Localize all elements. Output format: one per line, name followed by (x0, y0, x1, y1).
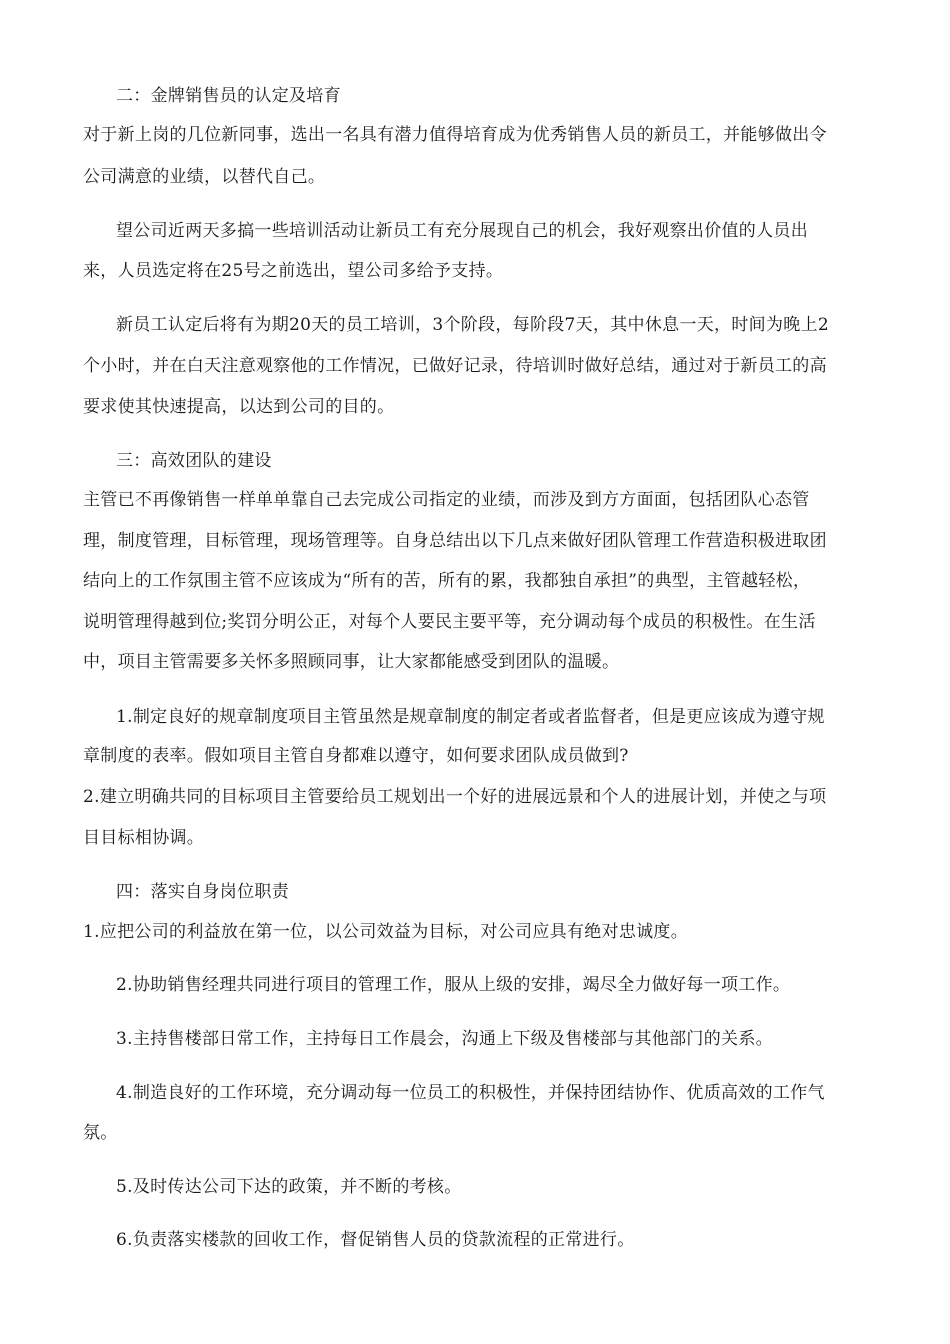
paragraph-line: 说明管理得越到位;奖罚分明公正，对每个人要民主要平等，充分调动每个成员的积极性。在生活 (83, 612, 816, 632)
list-item: 5.及时传达公司下达的政策，并不断的考核。 (116, 1177, 462, 1197)
paragraph-line: 中，项目主管需要多关怀多照顾同事，让大家都能感受到团队的温暖。 (83, 652, 620, 672)
paragraph-line: 个小时，并在白天注意观察他的工作情况，已做好记录，待培训时做好总结，通过对于新员工的高 (83, 356, 827, 376)
section-heading-2: 二：金牌销售员的认定及培育 (116, 86, 341, 106)
list-item: 3.主持售楼部日常工作，主持每日工作晨会，沟通上下级及售楼部与其他部门的关系。 (116, 1029, 773, 1049)
paragraph-line: 氛。 (83, 1123, 118, 1143)
paragraph-line: 目目标相协调。 (83, 828, 205, 848)
list-item: 1.制定良好的规章制度项目主管虽然是规章制度的制定者或者监督者，但是更应该成为遵守规 (116, 707, 825, 727)
section-heading-4: 四：落实自身岗位职责 (116, 882, 289, 902)
list-item: 6.负责落实楼款的回收工作，督促销售人员的贷款流程的正常进行。 (116, 1230, 635, 1250)
list-item: 1.应把公司的利益放在第一位，以公司效益为目标，对公司应具有绝对忠诚度。 (83, 922, 689, 942)
paragraph-line: 理，制度管理，目标管理，现场管理等。自身总结出以下几点来做好团队管理工作营造积极进取团 (83, 531, 827, 551)
paragraph-line: 对于新上岗的几位新同事，选出一名具有潜力值得培育成为优秀销售人员的新员工，并能够做出令 (83, 125, 827, 145)
paragraph-line: 主管已不再像销售一样单单靠自己去完成公司指定的业绩，而涉及到方方面面，包括团队心态管 (83, 490, 810, 510)
paragraph-line: 新员工认定后将有为期20天的员工培训，3个阶段，每阶段7天，其中休息一天，时间为晚上2 (116, 315, 829, 335)
paragraph-line: 结向上的工作氛围主管不应该成为“所有的苦，所有的累，我都独自承担”的典型，主管越轻松， (83, 571, 811, 591)
list-item: 2.协助销售经理共同进行项目的管理工作，服从上级的安排，竭尽全力做好每一项工作。 (116, 975, 791, 995)
paragraph-line: 章制度的表率。假如项目主管自身都难以遵守，如何要求团队成员做到? (83, 746, 629, 766)
paragraph-line: 公司满意的业绩，以替代自己。 (83, 167, 326, 187)
paragraph-line: 要求使其快速提高，以达到公司的目的。 (83, 397, 395, 417)
list-item: 2.建立明确共同的目标项目主管要给员工规划出一个好的进展远景和个人的进展计划，并使之与项 (83, 787, 827, 807)
paragraph-line: 来，人员选定将在25号之前选出，望公司多给予支持。 (83, 261, 504, 281)
section-heading-3: 三：高效团队的建设 (116, 451, 272, 471)
paragraph-line: 望公司近两天多搞一些培训活动让新员工有充分展现自己的机会，我好观察出价值的人员出 (116, 221, 808, 241)
list-item: 4.制造良好的工作环境，充分调动每一位员工的积极性，并保持团结协作、优质高效的工作气 (116, 1083, 825, 1103)
